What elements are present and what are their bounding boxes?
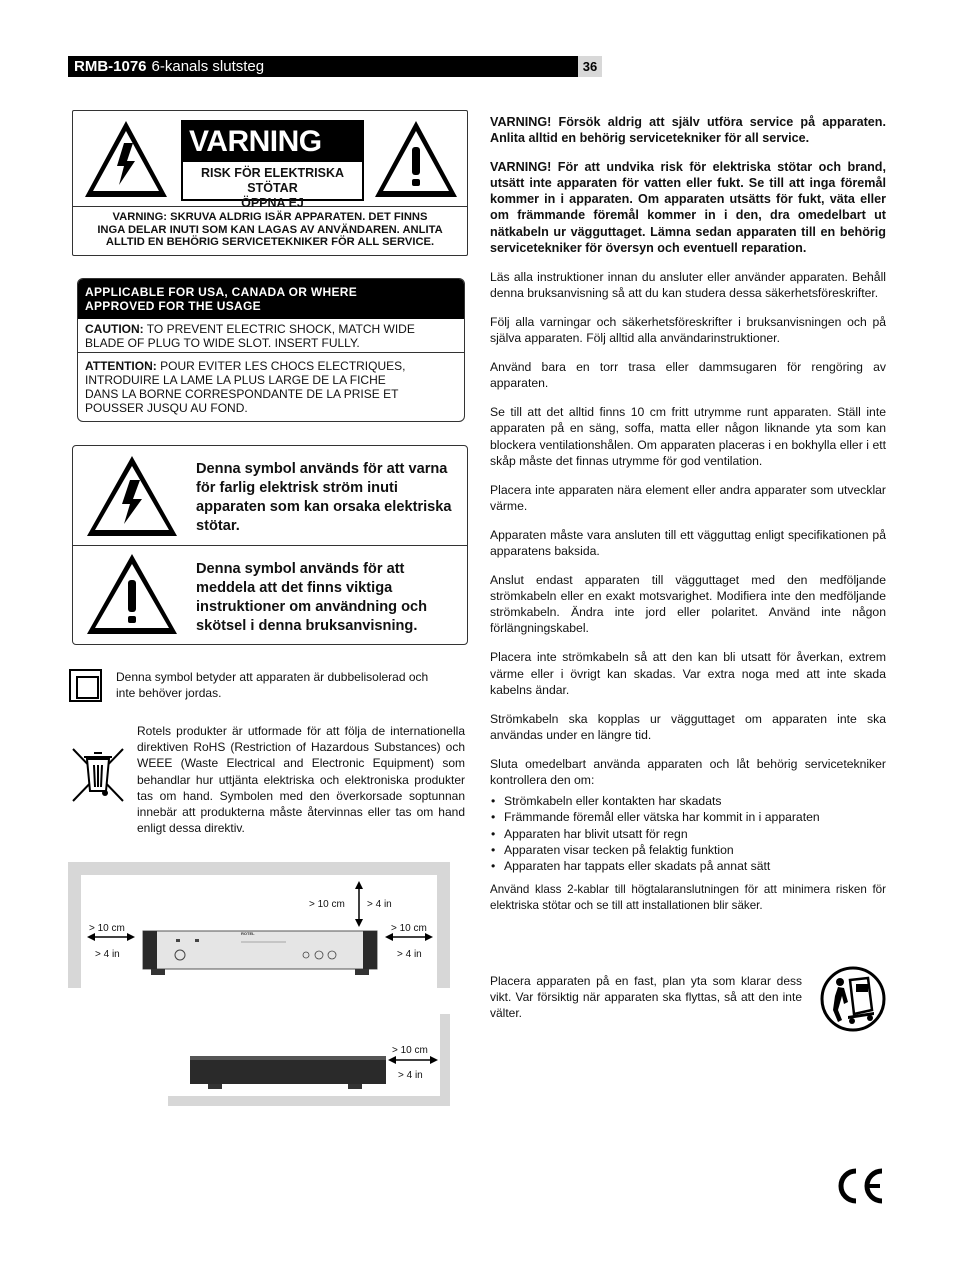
instruction-paragraph: Följ alla varningar och säkerhetsföreskrifter i bruksanvisningen och på själva apparaten. Följ alltid alla användarinstruktioner. — [490, 314, 886, 346]
caution-label: CAUTION: — [85, 322, 144, 336]
page-header — [68, 56, 602, 77]
warning-box-top — [73, 111, 467, 210]
exclamation-symbol-text: Denna symbol används för att meddela att det finns viktiga instruktioner om användning och skötsel i denna bruksanvisning. — [196, 561, 428, 634]
brand-label: ROTEL — [241, 931, 255, 936]
plug-notice-title — [78, 279, 464, 319]
safety-instructions — [490, 114, 886, 927]
list-item: • Apparaten visar tecken på felaktig funktion — [490, 842, 886, 858]
side-clearance-in: > 4 in — [398, 1070, 423, 1081]
placement-text: Placera apparaten på en fast, plan yta som klarar dess vikt. Var försiktig när apparaten ska flyttas, så att den inte välter. — [490, 974, 802, 1020]
right-clearance-cm: > 10 cm — [391, 923, 427, 934]
list-item: • Främmande föremål eller vätska har kommit in i apparaten — [490, 809, 886, 825]
top-clearance-in: > 4 in — [367, 899, 392, 910]
instruction-paragraph: Se till att det alltid finns 10 cm fritt utrymme runt apparaten. Ställ inte apparaten på en säng, soffa, matta eller någon liknande yta som kan blockera ventilationshålen. Om apparaten placeras i en bokhylla eller i ett skåp måste det finnas utrymme för god ventilation. — [490, 405, 886, 468]
warning-text — [73, 209, 467, 251]
cart-tip-over-icon — [820, 966, 886, 1032]
lightning-symbol-text: Denna symbol används för att varna för farlig elektrisk ström inuti apparaten som kan orsaka elektriska stötar. — [196, 461, 452, 534]
warning-box — [72, 110, 468, 256]
instruction-paragraph: Apparaten måste vara ansluten till ett vägguttag enligt specifikationen på apparatens baksida. — [490, 527, 886, 558]
left-clearance-in: > 4 in — [95, 949, 120, 960]
instruction-paragraph: Sluta omedelbart använda apparaten och låt behörig servicetekniker kontrollera den om: — [490, 756, 886, 787]
right-clearance-in: > 4 in — [397, 949, 422, 960]
crossed-bin-icon — [69, 745, 127, 805]
caution-text — [78, 319, 464, 353]
instruction-paragraph: Använd bara en torr trasa eller dammsugaren för rengöring av apparaten. — [490, 360, 886, 391]
attention-line: INTRODUIRE LA LAME LA PLUS LARGE DE LA FICHE — [85, 373, 386, 387]
clearance-diagram-front — [68, 862, 450, 988]
plug-title-line: APPROVED FOR THE USAGE — [85, 299, 261, 313]
warning-title: VARNING — [183, 122, 362, 162]
damage-conditions-list — [490, 793, 886, 874]
instruction-paragraph: Strömkabeln ska kopplas ur vägguttaget om apparaten inte ska användas under en längre tid. — [490, 711, 886, 742]
lightning-warning-icon — [85, 454, 179, 538]
model-name: RMB-1076 — [74, 58, 147, 75]
clearance-side-drawing — [168, 1014, 450, 1106]
instruction-paragraph: Placera inte apparaten nära element eller andra apparater som utvecklar värme. — [490, 482, 886, 513]
instruction-paragraph: Placera inte strömkabeln så att den kan bli utsatt för åverkan, extrem värme eller i övrigt kan skadas. Var extra noga med att inte skada kabelns ändar. — [490, 650, 886, 697]
instruction-paragraph: Anslut endast apparaten till vägguttaget med den medföljande strömkabeln eller en exakt motsvarighet. Modifiera inte den medföljande strömkabeln. Ändra inte jord eller polaritet. Använd inte någon förlängningskabel. — [490, 573, 886, 636]
warning-text-line: VARNING: SKRUVA ALDRIG ISÄR APPARATEN. DET FINNS — [112, 211, 428, 223]
attention-label: ATTENTION: — [85, 359, 157, 373]
clearance-diagram-side — [168, 1014, 450, 1106]
attention-line: POUSSER JUSQU AU FOND. — [85, 401, 248, 415]
exclamation-symbol-row — [73, 546, 467, 646]
double-insulation-icon — [69, 669, 102, 702]
side-clearance-cm: > 10 cm — [392, 1045, 428, 1056]
exclamation-warning-icon — [85, 552, 179, 636]
exclamation-warning-icon — [373, 119, 459, 199]
list-item: • Strömkabeln eller kontakten har skadats — [490, 793, 886, 809]
weee-text: Rotels produkter är utformade för att följa de internationella direktiven RoHS (Restriction of Hazardous Substances) och WEEE (Waste Electrical and Electronic Equipment) som behandlar hur uttjänta elektriska och elektroniska produkter tas om hand. Symbolen med den överkorsade soptunnan innebär att produkterna måste återvinnas eller tas om hand enligt dessa direktiv. — [137, 724, 465, 836]
header-subtitle: 6-kanals slutsteg — [151, 58, 265, 75]
warning-subtitle-2: ÖPPNA EJ — [241, 196, 304, 210]
list-item: • Apparaten har tappats eller skadats på annat sätt — [490, 858, 886, 874]
warning-subtitle-1: RISK FÖR ELEKTRISKA STÖTAR — [200, 166, 345, 195]
ce-mark-icon — [834, 1167, 886, 1205]
warning-text-line: ALLTID EN BEHÖRIG SERVICETEKNIKER FÖR ALL SERVICE. — [105, 236, 435, 248]
caution-body: TO PREVENT ELECTRIC SHOCK, MATCH WIDE BLADE OF PLUG TO WIDE SLOT. INSERT FULLY. — [85, 322, 415, 350]
instruction-paragraph: Använd klass 2-kablar till högtalaranslutningen för att minimera risken för elektriska stötar och se till att installationen blir säker. — [490, 882, 886, 912]
left-clearance-cm: > 10 cm — [89, 923, 125, 934]
double-insulation-text: Denna symbol betyder att apparaten är dubbelisolerad och inte behöver jordas. — [116, 670, 429, 700]
plug-notice-box — [77, 278, 465, 422]
warning-title-block — [181, 120, 364, 210]
service-warning: VARNING! Försök aldrig att själv utföra service på apparaten. Anlita alltid en behörig servicetekniker för all service. — [490, 115, 886, 146]
warning-text-line: INGA DELAR INUTI SOM KAN LAGAS AV ANVÄNDAREN. ANLITA — [97, 223, 443, 236]
top-clearance-cm: > 10 cm — [309, 899, 345, 910]
lightning-warning-icon — [83, 119, 169, 199]
list-item: • Apparaten har blivit utsatt för regn — [490, 826, 886, 842]
instruction-paragraph: Läs alla instruktioner innan du ansluter eller använder apparaten. Behåll denna bruksanvisning så att du kan studera dessa säkerhetsföreskrifter. — [490, 269, 886, 300]
diagram-area — [81, 875, 437, 988]
page-number: 36 — [578, 56, 602, 77]
moisture-warning: VARNING! För att undvika risk för elektriska stötar och brand, utsätt inte apparaten för vatten eller fukt. Se till att inga föremål kommer in i apparaten. Om apparaten utsätts för fukt, väta eller om främmande föremål kommer in i den, dra omedelbart ut nätkabeln ur vägguttaget. Lämna sedan apparaten till en behörig servicetekniker för översyn och eventuell reparation. — [490, 160, 886, 255]
symbols-box — [72, 445, 468, 645]
clearance-front-drawing — [81, 875, 437, 988]
plug-title-line: APPLICABLE FOR USA, CANADA OR WHERE — [85, 285, 358, 299]
attention-line: DANS LA BORNE CORRESPONDANTE DE LA PRISE ET — [85, 387, 399, 401]
attention-text — [78, 353, 464, 421]
attention-line: POUR EVITER LES CHOCS ELECTRIQUES, — [156, 359, 406, 373]
lightning-symbol-row — [73, 446, 467, 546]
